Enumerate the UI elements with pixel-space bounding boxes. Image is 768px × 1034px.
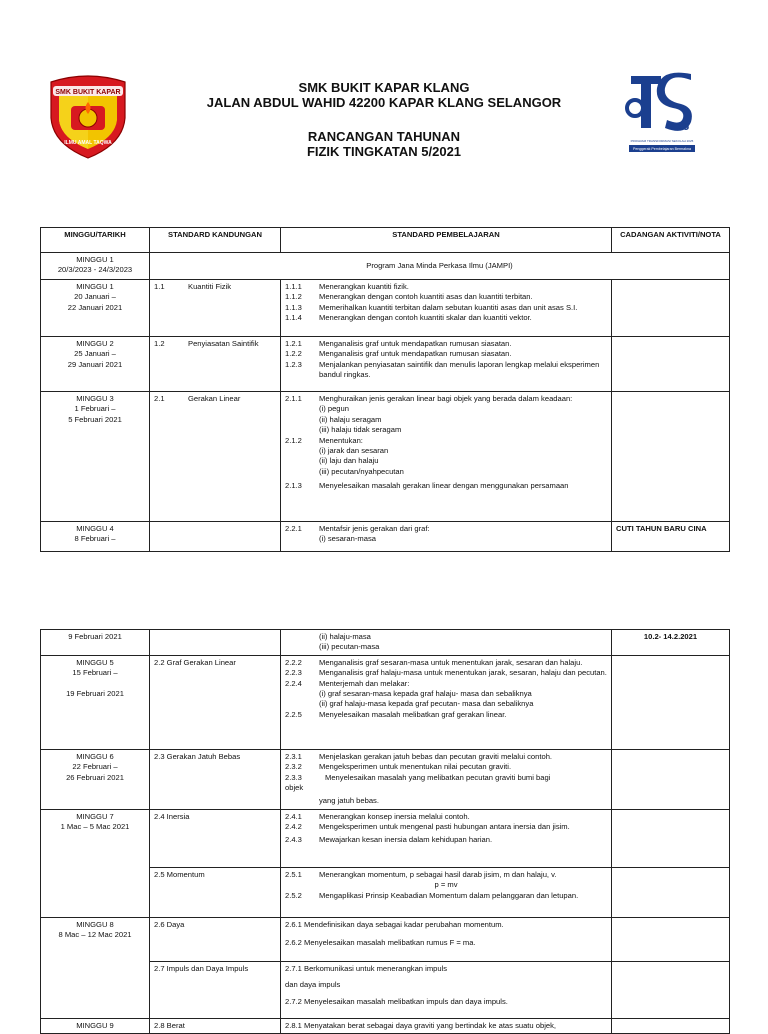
table-row <box>41 337 730 392</box>
learning-standard-cell: 2.2.1 Mentafsir jenis gerakan dari graf: (i) sesaran-masa <box>281 522 612 552</box>
activity-note-cell <box>612 809 730 867</box>
activity-note-cell <box>612 392 730 522</box>
week-cell: MINGGU 9 <box>41 1018 150 1033</box>
activity-note-cell <box>612 337 730 392</box>
learning-standard-cell: 2.7.1 Berkomunikasi untuk menerangkan impuls dan daya impuls 2.7.2 Menyelesaikan masalah melibatkan impuls dan daya impuls. <box>281 961 612 1018</box>
week-cell: MINGGU 1 20 Januari – 22 Januari 2021 <box>41 280 150 337</box>
week-cell: MINGGU 8 8 Mac – 12 Mac 2021 <box>41 917 150 1018</box>
col-header-activity-note: CADANGAN AKTIVITI/NOTA <box>612 228 730 253</box>
content-standard-cell: 2.6 Daya <box>150 917 281 961</box>
ts25-logo <box>621 68 703 160</box>
ts25-caption-2: Penggerak Pembelajaran Bermakna <box>633 147 691 151</box>
week-cell: 9 Februari 2021 <box>41 630 150 656</box>
table-row <box>41 522 730 552</box>
learning-standard-cell: 1.1.1 Menerangkan kuantiti fizik. 1.1.2 Menerangkan dengan contoh kuantiti asas dan kuantiti terbitan. 1.1.3 Memerihalkan kuantiti terbitan dalam sebutan kuantiti asas dan unit asas S.I. 1.1.4 Menerangkan dengan contoh kuantiti skalar dan kuantiti vektor. <box>281 280 612 337</box>
table-row <box>41 1018 730 1033</box>
activity-note-cell <box>612 749 730 809</box>
content-standard-cell: 2.3 Gerakan Jatuh Bebas <box>150 749 281 809</box>
content-standard-cell: 2.7 Impuls dan Daya Impuls <box>150 961 281 1018</box>
learning-standard-cell: 2.6.1 Mendefinisikan daya sebagai kadar perubahan momentum. 2.6.2 Menyelesaikan masalah melibatkan rumus F = ma. <box>281 917 612 961</box>
week-cell: MINGGU 7 1 Mac – 5 Mac 2021 <box>41 809 150 917</box>
col-header-content-standard: STANDARD KANDUNGAN <box>150 228 281 253</box>
school-logo-banner: SMK BUKIT KAPAR <box>55 89 121 96</box>
learning-standard-cell: 2.2.2 Menganalisis graf sesaran-masa untuk menentukan jarak, sesaran dan halaju. 2.2.3 Menganalisis graf halaju-masa untuk menentukan jarak, sesaran, halaju dan pecutan. 2.2.4 Menterjemah dan melakar: (i) graf sesaran-masa kepada graf halaju- masa dan sebaliknya (ii) graf halaju-masa kepada graf pecutan- masa dan sebaliknya 2.2.5 Menyelesaikan masalah melibatkan graf gerakan linear. <box>281 655 612 749</box>
plan-title: RANCANGAN TAHUNAN <box>307 129 461 144</box>
content-standard-cell: 2.8 Berat <box>150 1018 281 1033</box>
subject-title: FIZIK TINGKATAN 5/2021 <box>306 144 462 159</box>
program-cell: Program Jana Minda Perkasa Ilmu (JAMPI) <box>150 253 730 280</box>
col-header-week: MINGGU/TARIKH <box>41 228 150 253</box>
annual-plan-table-page-1 <box>40 227 730 552</box>
school-logo-motto: ILMU AMAL TAQWA <box>64 140 112 146</box>
week-cell: MINGGU 3 1 Februari – 5 Februari 2021 <box>41 392 150 522</box>
activity-note-cell <box>612 917 730 961</box>
week-cell: MINGGU 6 22 Februari – 26 Februari 2021 <box>41 749 150 809</box>
activity-note-cell <box>612 867 730 917</box>
content-standard-cell: 1.1 Kuantiti Fizik <box>150 280 281 337</box>
ts25-caption-1: PROGRAM TRANSFORMASI SEKOLAH 2025 <box>630 139 694 143</box>
activity-note-cell <box>612 280 730 337</box>
activity-note-cell: CUTI TAHUN BARU CINA <box>612 522 730 552</box>
table-row <box>41 809 730 867</box>
content-standard-cell: 2.1 Gerakan Linear <box>150 392 281 522</box>
week-cell: MINGGU 5 15 Februari – 19 Februari 2021 <box>41 655 150 749</box>
table-row <box>41 630 730 656</box>
learning-standard-cell: 2.3.1 Menjelaskan gerakan jatuh bebas dan pecutan graviti melalui contoh. 2.3.2 Mengeksperimen untuk menentukan nilai pecutan graviti. 2.3.3 Menyelesaikan masalah yang melibatkan pecutan graviti bumi bagi objek yang jatuh bebas. <box>281 749 612 809</box>
activity-note-cell <box>612 655 730 749</box>
learning-standard-cell: 2.4.1 Menerangkan konsep inersia melalui contoh. 2.4.2 Mengeksperimen untuk mengenal pasti hubungan antara inersia dan jisim. 2.4.3 Mewajarkan kesan inersia dalam kehidupan harian. <box>281 809 612 867</box>
school-logo <box>45 72 131 160</box>
week-cell: MINGGU 4 8 Februari – <box>41 522 150 552</box>
col-header-learning-standard: STANDARD PEMBELAJARAN <box>281 228 612 253</box>
learning-standard-cell: (ii) halaju-masa (iii) pecutan-masa <box>281 630 612 656</box>
learning-standard-cell: 1.2.1 Menganalisis graf untuk mendapatkan rumusan siasatan. 1.2.2 Menganalisis graf untuk mendapatkan rumusan siasatan. 1.2.3 Menjalankan penyiasatan saintifik dan menulis laporan lengkap melalui eksperimen bandul ringkas. <box>281 337 612 392</box>
learning-standard-cell: 2.5.1 Menerangkan momentum, p sebagai hasil darab jisim, m dan halaju, v. p = mv 2.5.2 Mengaplikasi Prinsip Keabadian Momentum dalam pelanggaran dan letupan. <box>281 867 612 917</box>
ts25-number: 25 <box>676 121 690 133</box>
table-header-row <box>41 228 730 253</box>
activity-note-cell: 10.2- 14.2.2021 <box>612 630 730 656</box>
content-standard-cell: 2.5 Momentum <box>150 867 281 917</box>
annual-plan-table-page-2 <box>40 629 730 1034</box>
table-row <box>41 917 730 961</box>
table-row <box>41 280 730 337</box>
school-name: SMK BUKIT KAPAR KLANG <box>298 80 470 95</box>
content-standard-cell <box>150 630 281 656</box>
activity-note-cell <box>612 961 730 1018</box>
content-standard-cell: 1.2 Penyiasatan Saintifik <box>150 337 281 392</box>
content-standard-cell: 2.4 Inersia <box>150 809 281 867</box>
table-row <box>41 749 730 809</box>
learning-standard-cell: 2.8.1 Menyatakan berat sebagai daya graviti yang bertindak ke atas suatu objek, <box>281 1018 612 1033</box>
school-address: JALAN ABDUL WAHID 42200 KAPAR KLANG SELANGOR <box>206 95 562 110</box>
content-standard-cell <box>150 522 281 552</box>
week-cell: MINGGU 2 25 Januari – 29 Januari 2021 <box>41 337 150 392</box>
week-cell: MINGGU 1 20/3/2023 - 24/3/2023 <box>41 253 150 280</box>
learning-standard-cell: 2.1.1 Menghuraikan jenis gerakan linear bagi objek yang berada dalam keadaan: (i) pegun (ii) halaju seragam (iii) halaju tidak seragam 2.1.2 Menentukan: (i) jarak dan sesaran (ii) laju dan halaju (iii) pecutan/nyahpecutan 2.1.3 Menyelesaikan masalah gerakan linear dengan menggunakan persamaan <box>281 392 612 522</box>
activity-note-cell <box>612 1018 730 1033</box>
table-row <box>41 253 730 280</box>
table-row <box>41 392 730 522</box>
content-standard-cell: 2.2 Graf Gerakan Linear <box>150 655 281 749</box>
table-row <box>41 655 730 749</box>
